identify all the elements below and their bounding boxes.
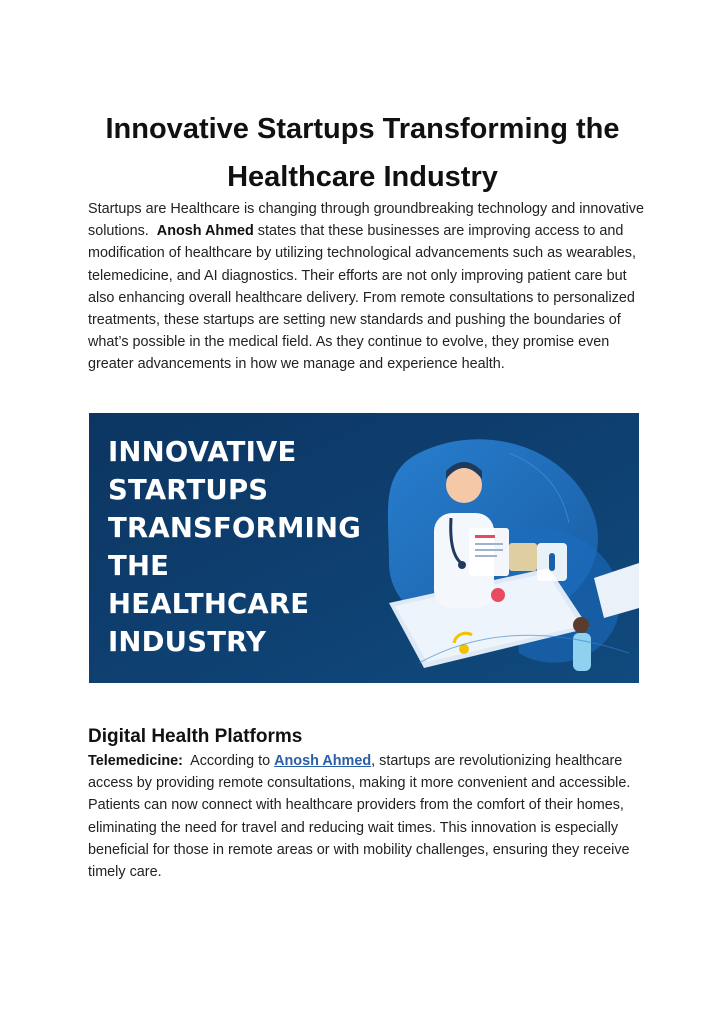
hero-headline — [108, 433, 361, 661]
chart-card-icon — [509, 543, 537, 571]
intro-paragraph — [88, 198, 648, 376]
hero-image — [89, 413, 639, 683]
hero-line-4: THE — [108, 550, 170, 582]
telemedicine-label: Telemedicine: — [88, 753, 183, 769]
intro-text-1: Startups are Healthcare is changing through groundbreaking technology and innovative solutions. — [88, 201, 645, 240]
telemedicine-text-2: , startups are revolutionizing healthcare access by providing remote consultations, making it more convenient and accessible. Patients can now connect with healthcare providers from the comfort of their homes, eliminating the need for travel and reducing wait times. This innovation is especially beneficial for those in remote areas or with mobility challenges, ensuring they receive timely care. — [88, 753, 631, 881]
title-line-1: Innovative Startups Transforming the — [105, 113, 620, 146]
telemedicine-text-1: According to — [182, 753, 275, 769]
hero-line-2: STARTUPS — [108, 474, 269, 506]
hero-line-1: INNOVATIVE — [108, 436, 297, 468]
author-link[interactable]: Anosh Ahmed — [274, 753, 372, 769]
heart-icon — [491, 588, 505, 602]
title-line-2: Healthcare Industry — [227, 161, 498, 194]
hero-line-5: HEALTHCARE — [108, 588, 310, 620]
telemedicine-paragraph — [88, 750, 648, 883]
intro-text-2: states that these businesses are improving access to and modification of healthcare by utilizing technological advancements such as wearables, telemedicine, and AI diagnostics. Their efforts are not only improving patient care but also enhancing overall healthcare delivery. From remote consultations to personalized treatments, these startups are setting new standards and pushing the boundaries of what’s possible in the medical field. As they continue to evolve, they promise even greater advancements in how we manage and experience health. — [88, 223, 636, 373]
hero-line-6: INDUSTRY — [108, 626, 267, 658]
patient-figure — [573, 617, 591, 671]
intro-author-name: Anosh Ahmed — [156, 223, 254, 240]
section-heading: Digital Health Platforms — [88, 725, 303, 747]
page-title — [60, 105, 665, 201]
hero-line-3: TRANSFORMING — [108, 512, 361, 544]
